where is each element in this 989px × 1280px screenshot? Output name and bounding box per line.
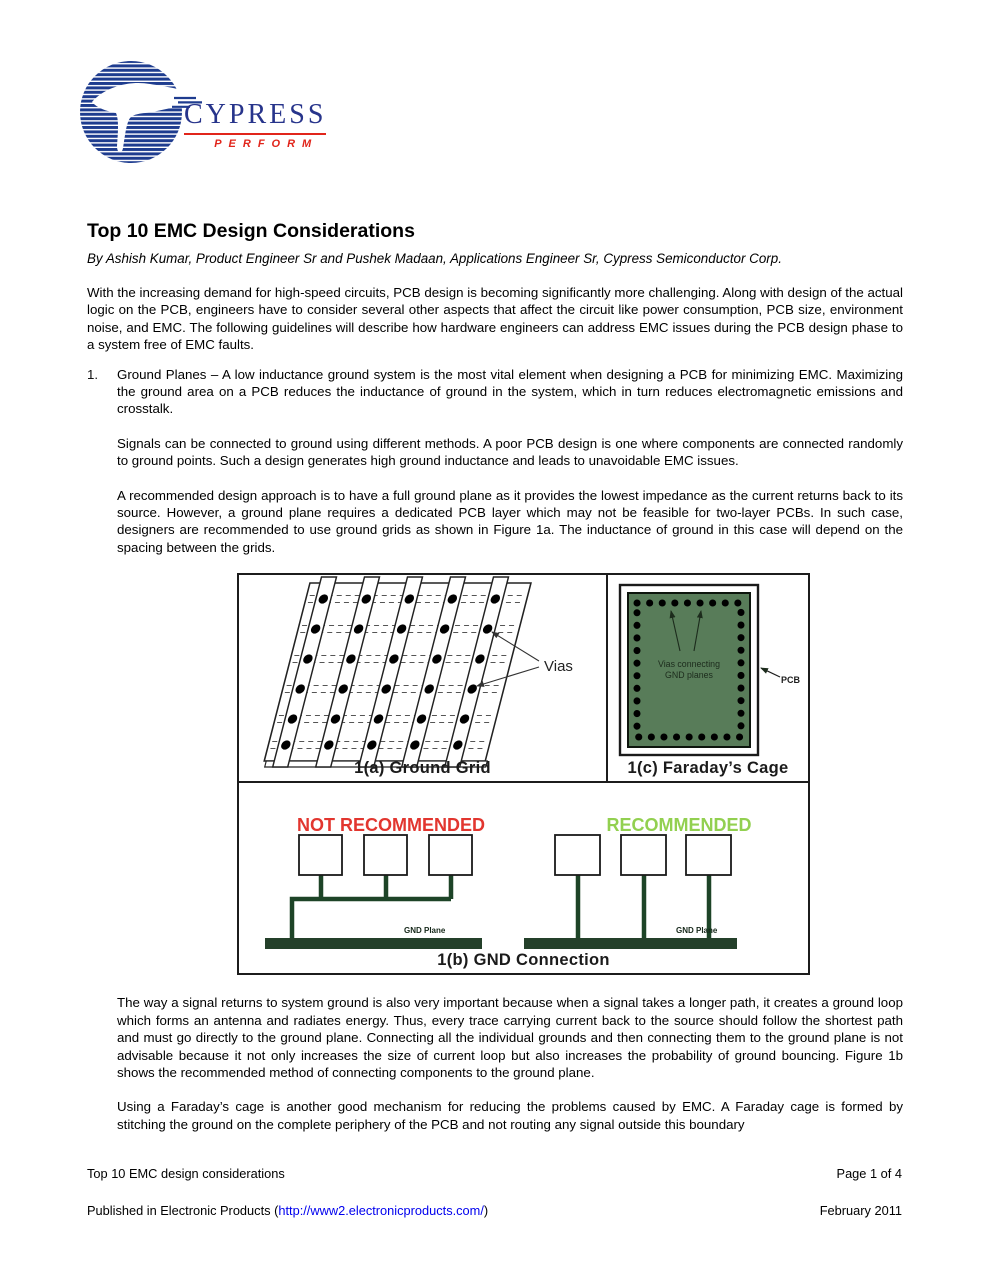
gnd-plane-label-left: GND Plane <box>404 926 446 936</box>
gnd-connection-diagram <box>239 783 808 951</box>
faraday-cage-panel <box>608 575 808 781</box>
brand-tagline: PERFORM <box>214 138 319 150</box>
pcb-label: PCB <box>781 675 801 686</box>
caption-faraday-cage: 1(c) Faraday’s Cage <box>627 759 789 778</box>
article <box>87 220 903 1150</box>
footer-link[interactable]: http://www2.electronicproducts.com/ <box>278 1203 484 1218</box>
list-item-number: 1. <box>87 366 99 382</box>
ground-grid-panel <box>239 575 608 781</box>
footer-row-2 <box>87 1203 902 1218</box>
footer-date: February 2011 <box>819 1203 902 1218</box>
paragraph-ground-plane: A recommended design approach is to have a full ground plane as it provides the lowest impedance as the current returns back to its source. However, a ground plane requires a dedicated PCB layer which may not be feasible for two-layer PCBs. In such case, designers are recommended to use ground grids as shown in Figure 1a. The inductance of ground in this case will depend on the spacing between the grids. <box>117 487 903 555</box>
cypress-logo <box>78 60 326 166</box>
footer-published: Published in Electronic Products (http://www2.electronicproducts.com/) <box>87 1203 489 1218</box>
paragraph-signal-return: The way a signal returns to system ground is also very important because when a signal takes a longer path, it creates a ground loop which forms an antenna and radiates energy. Thus, every trace carrying current back to the source should follow the shortest path and must go directly to the ground plane. Connecting all the individual grounds and then connecting them to the ground plane is not advisable because it not only increases the size of current loop but also increases the probability of ground bouncing. Figure 1b shows the recommended method of connecting components to the ground plane. <box>117 995 903 1080</box>
ground-grid-diagram <box>239 575 604 783</box>
intro-paragraph: With the increasing demand for high-speed circuits, PCB design is becoming significantly more challenging. Along with design of the actual logic on the PCB, engineers have to consider several other aspects that affect the circuit like power consumption, PCB size, environment noise, and EMC. The following guidelines will describe how hardware engineers can address EMC issues during the PCB design phase to a system free of EMC faults. <box>87 285 903 353</box>
not-recommended-label: NOT RECOMMENDED <box>297 815 485 836</box>
recommended-label: RECOMMENDED <box>606 815 752 836</box>
figure-1 <box>237 573 810 975</box>
footer-doc-title: Top 10 EMC design considerations <box>87 1166 285 1181</box>
vias-label: Vias <box>544 658 573 676</box>
footer-page-number: Page 1 of 4 <box>836 1166 902 1181</box>
caption-ground-grid: 1(a) Ground Grid <box>354 759 491 778</box>
caption-gnd-connection: 1(b) GND Connection <box>437 951 610 970</box>
list-item-1 <box>87 366 903 1151</box>
item1-paragraph: Ground Planes – A low inductance ground system is the most vital element when designing a PCB for minimizing EMC. Maximizing the ground area on a PCB reduces the inductance of ground in the system, which in turn reduces electromagnetic emissions and crosstalk. <box>117 366 903 417</box>
brand-wordmark: CYPRESS <box>184 99 327 130</box>
paragraph-faraday: Using a Faraday’s cage is another good mechanism for reducing the problems caused by EMC. A Faraday cage is formed by stitching the ground on the complete periphery of the PCB and not routing any signal outside this boundary <box>117 1099 903 1132</box>
gnd-connection-panel <box>239 783 808 973</box>
byline: By Ashish Kumar, Product Engineer Sr and Pushek Madaan, Applications Engineer Sr, Cypress Semiconductor Corp. <box>87 251 782 266</box>
page-title: Top 10 EMC Design Considerations <box>87 220 415 242</box>
brand-rule <box>184 133 326 135</box>
gnd-plane-label-right: GND Plane <box>676 926 718 936</box>
faraday-note-line2: GND planes <box>665 670 713 681</box>
faraday-cage-diagram <box>608 575 806 783</box>
paragraph-signals: Signals can be connected to ground using different methods. A poor PCB design is one where components are connected randomly to ground points. Such a design generates high ground inductance and leads to unavoidable EMC issues. <box>117 435 903 469</box>
faraday-note-line1: Vias connecting <box>658 659 720 670</box>
footer-row-1 <box>87 1166 902 1181</box>
